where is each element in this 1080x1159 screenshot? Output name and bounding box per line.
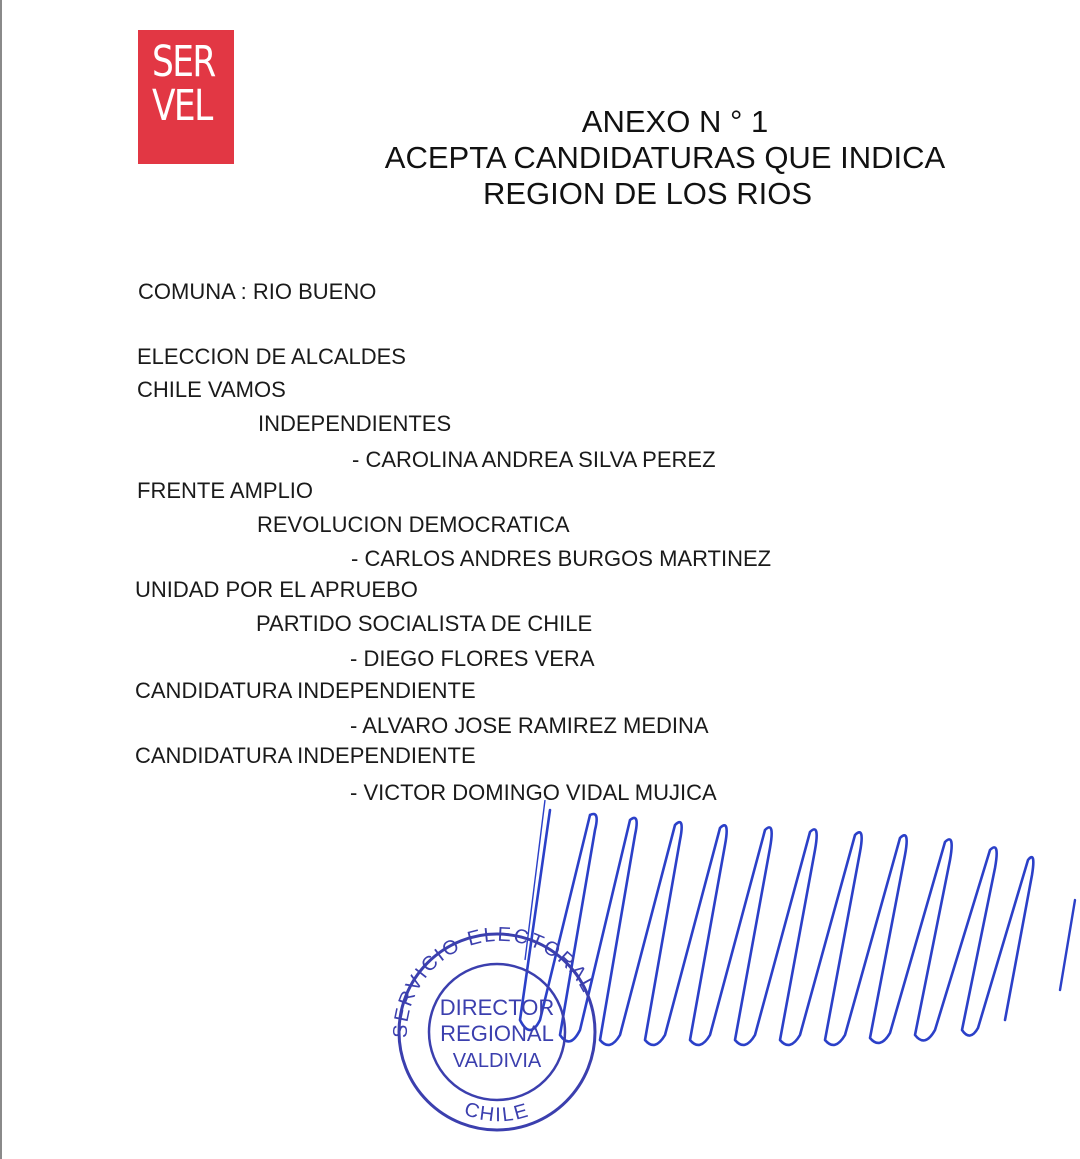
pact-name: CANDIDATURA INDEPENDIENTE <box>135 678 476 703</box>
title-line-1: ANEXO N ° 1 <box>581 104 769 139</box>
pact-name: CANDIDATURA INDEPENDIENTE <box>135 743 476 768</box>
party-name: REVOLUCION DEMOCRATICA <box>257 512 570 537</box>
page-edge <box>0 0 2 1159</box>
official-stamp <box>385 920 615 1140</box>
stamp-inner-line-1: DIRECTOR <box>439 995 555 1020</box>
pact-name: FRENTE AMPLIO <box>137 478 314 503</box>
election-heading: ELECCION DE ALCALDES <box>137 344 406 369</box>
comuna-line: COMUNA : RIO BUENO <box>138 279 377 304</box>
pact-name: CHILE VAMOS <box>137 377 286 402</box>
stamp-inner-line-2: REGIONAL <box>440 1021 554 1046</box>
title-line-3: REGION DE LOS RIOS <box>482 176 812 211</box>
stamp-outer-top-text: SERVICIO ELECTORAL <box>389 923 600 1039</box>
logo-line-2: VEL <box>152 81 212 131</box>
stamp-inner-line-3: VALDIVIA <box>452 1050 542 1072</box>
pact-name: UNIDAD POR EL APRUEBO <box>135 577 418 602</box>
stamp-outer-bottom-text: CHILE <box>461 1098 533 1127</box>
candidate-name: - VICTOR DOMINGO VIDAL MUJICA <box>350 780 717 805</box>
document-title <box>300 104 1030 212</box>
candidate-name: - DIEGO FLORES VERA <box>350 646 595 671</box>
candidate-name: - CAROLINA ANDREA SILVA PEREZ <box>352 447 716 472</box>
signature-tail <box>1060 900 1075 990</box>
title-line-2: ACEPTA CANDIDATURAS QUE INDICA <box>384 140 946 175</box>
candidate-name: - CARLOS ANDRES BURGOS MARTINEZ <box>351 546 772 571</box>
logo-line-1: SER <box>152 37 215 87</box>
party-name: PARTIDO SOCIALISTA DE CHILE <box>256 611 593 636</box>
servel-logo <box>138 30 234 164</box>
candidate-name: - ALVARO JOSE RAMIREZ MEDINA <box>350 713 709 738</box>
party-name: INDEPENDIENTES <box>258 411 452 436</box>
